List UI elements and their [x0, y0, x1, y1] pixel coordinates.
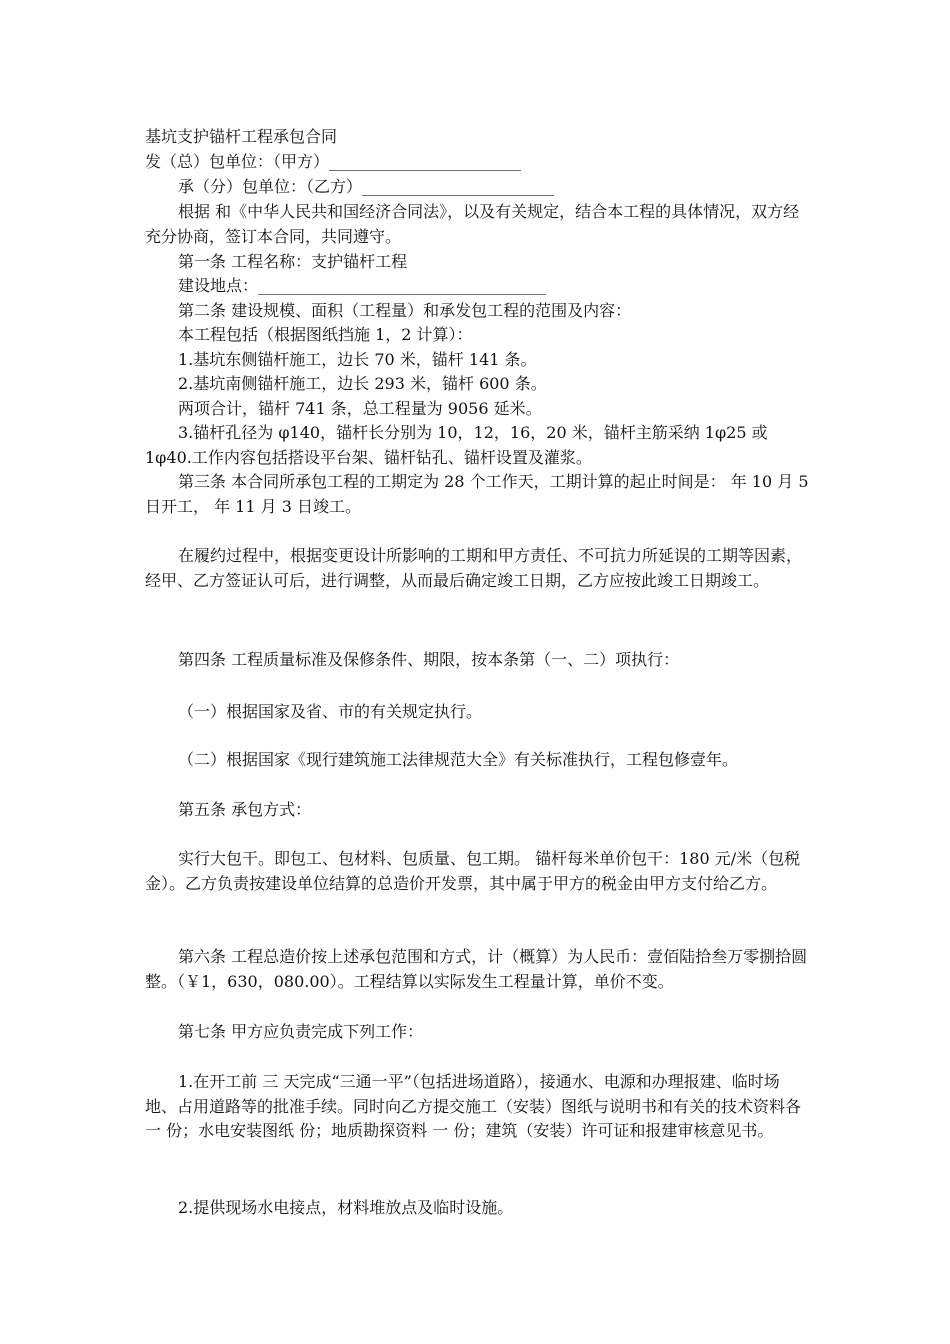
party-a-line: 发（总）包单位：（甲方）________________________ — [145, 152, 522, 171]
article-7-item-2: 2.提供现场水电接点，材料堆放点及临时设施。 — [178, 1198, 514, 1217]
article-5: 第五条 承包方式： — [178, 800, 312, 819]
intro-paragraph: 根据 和《中华人民共和国经济合同法》，以及有关规定，结合本工程的具体情况，双方经充分协商，签订本合同，共同遵守。 — [145, 202, 800, 246]
article-6: 第六条 工程总造价按上述承包范围和方式，计（概算）为人民币：壹佰陆拾叁万零捌拾圆整。（￥1，630，080.00）。工程结算以实际发生工程量计算，单价不变。 — [145, 947, 808, 991]
article-4: 第四条 工程质量标准及保修条件、期限，按本条第（一、二）项执行： — [178, 650, 680, 669]
article-7: 第七条 甲方应负责完成下列工作： — [178, 1022, 424, 1041]
article-3: 第三条 本合同所承包工程的工期定为 28 个工作天，工期计算的起止时间是： 年 10 月 5 日开工， 年 11 月 3 日竣工。 — [145, 472, 809, 516]
article-2: 第二条 建设规模、面积（工程量）和承发包工程的范围及内容： — [178, 301, 632, 320]
party-b-line: 承（分）包单位：（乙方）________________________ — [178, 177, 555, 196]
article-3-adjustment: 在履约过程中，根据变更设计所影响的工期和甲方责任、不可抗力所延误的工期等因素，经甲、乙方签证认可后，进行调整，从而最后确定竣工日期，乙方应按此竣工日期竣工。 — [145, 546, 803, 590]
scope-item-1: 1.基坑东侧锚杆施工，边长 70 米，锚杆 141 条。 — [178, 350, 537, 369]
site-line: 建设地点：____________________________________ — [178, 276, 547, 295]
document-title: 基坑支护锚杆工程承包合同 — [145, 127, 338, 146]
article-1: 第一条 工程名称：支护锚杆工程 — [178, 252, 408, 271]
scope-total: 两项合计，锚杆 741 条，总工程量为 9056 延米。 — [178, 399, 542, 418]
scope-item-2: 2.基坑南侧锚杆施工，边长 293 米，锚杆 600 条。 — [178, 374, 547, 393]
scope-intro: 本工程包括（根据图纸挡施 1，2 计算）： — [178, 325, 473, 344]
article-4-item-1: （一）根据国家及省、市的有关规定执行。 — [178, 702, 483, 721]
article-7-item-1: 1.在开工前 三 天完成“三通一平”（包括进场道路），接通水、电源和办理报建、临时场地、占用道路等的批准手续。同时向乙方提交施工（安装）图纸与说明书和有关的技术资料各 一 份；水电安装图纸 份；地质勘探资料 一 份；建筑（安装）许可证和报建审核意见书。 — [145, 1072, 802, 1140]
article-5-body: 实行大包干。即包工、包材料、包质量、包工期。 锚杆每米单价包干：180 元/米（包税金）。乙方负责按建设单位结算的总造价开发票，其中属于甲方的税金由甲方支付给乙方。 — [145, 849, 801, 893]
scope-item-3: 3.锚杆孔径为 φ140，锚杆长分别为 10，12，16，20 米，锚杆主筋采纳 1φ25 或 1φ40.工作内容包括搭设平台架、锚杆钻孔、锚杆设置及灌浆。 — [145, 423, 768, 467]
article-4-item-2: （二）根据国家《现行建筑施工法律规范大全》有关标准执行，工程包修壹年。 — [178, 750, 739, 769]
